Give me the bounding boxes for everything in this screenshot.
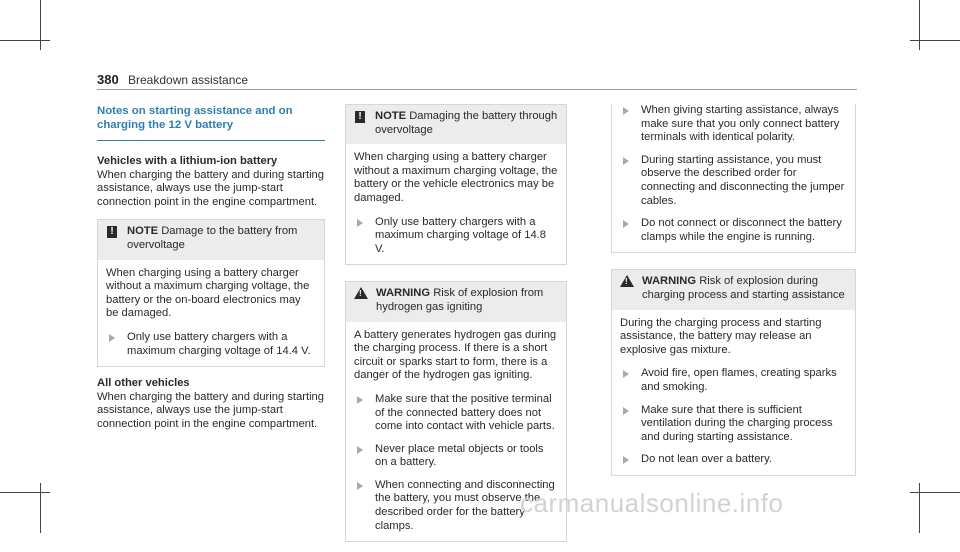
list-item: Only use battery chargers with a maximum charging voltage of 14.4 V. (106, 331, 316, 358)
warning-body (612, 310, 855, 475)
note-label: NOTE (127, 225, 159, 238)
arrow-right-icon (623, 370, 629, 378)
list-item: Never place metal objects or tools on a battery. (354, 443, 558, 470)
header-divider (97, 89, 857, 90)
paragraph-lithium: When charging the battery and during starting assistance, always use the jump-start connection point in the engine compartment. (97, 168, 324, 208)
list-item: During starting assistance, you must observe the described order for connecting and disconnecting the jumper cables. (620, 154, 847, 208)
crop-mark (919, 0, 920, 50)
arrow-right-icon (623, 157, 629, 165)
list-item: Make sure that the positive terminal of the connected battery does not come into contact with vehicle parts. (354, 393, 558, 434)
chapter-title: Breakdown assistance (128, 73, 249, 87)
warning-triangle-icon: ! (620, 275, 634, 287)
arrow-right-icon (623, 407, 629, 415)
list-item: Only use battery chargers with a maximum charging voltage of 14.8 V. (354, 216, 558, 257)
list-item: When connecting and disconnecting the battery, you must observe the described order for the battery clamps. (354, 479, 558, 533)
note-text: When charging using a battery charger without a maximum charging voltage, the battery or the on-board electronics may be damaged. (106, 266, 310, 320)
warning-title: Risk of explosion during charging process and starting assistance (642, 275, 845, 301)
note-text: When charging using a battery charger without a maximum charging voltage, the battery or the vehicle electronics may be damaged. (354, 151, 558, 204)
arrow-right-icon (623, 107, 629, 115)
exclamation-icon: ! (355, 111, 365, 123)
note-title: Damage to the battery from overvoltage (127, 225, 298, 251)
crop-mark (0, 492, 50, 493)
warning-header (612, 270, 855, 309)
list-item: Do not connect or disconnect the battery clamps while the engine is running. (620, 217, 847, 244)
note-header (346, 105, 566, 144)
arrow-right-icon (623, 220, 629, 228)
warning-triangle-icon: ! (354, 287, 368, 299)
arrow-right-icon (357, 219, 363, 227)
note-body (98, 260, 324, 367)
list-item: When giving starting assistance, always make sure that you only connect battery terminals with identical polarity. (620, 104, 847, 145)
warning-box (611, 269, 856, 476)
page-number: 380 (97, 72, 119, 87)
warning-label: WARNING (642, 275, 697, 288)
warning-text: During the charging process and starting assistance, the battery may release an explosive gas mixture. (620, 316, 822, 356)
note-title: Damaging the battery through overvoltage (375, 110, 558, 136)
subheading-other: All other vehicles (97, 377, 190, 390)
arrow-right-icon (109, 334, 115, 342)
crop-mark (919, 483, 920, 533)
crop-mark (910, 492, 960, 493)
list-item: Avoid fire, open flames, creating sparks and smoking. (620, 367, 847, 394)
crop-mark (40, 0, 41, 50)
crop-mark (40, 483, 41, 533)
paragraph-other: When charging the battery and during starting assistance, always use the jump-start connection point in the engine compartment. (97, 390, 324, 430)
column-2 (345, 104, 567, 552)
warning-label: WARNING (376, 287, 431, 300)
arrow-right-icon (357, 396, 363, 404)
column-1 (97, 104, 325, 442)
crop-mark (0, 40, 50, 41)
continued-steps-box (611, 104, 856, 253)
watermark: carmanualsonline.info (520, 488, 784, 518)
warning-title: Risk of explosion from hydrogen gas igniting (376, 287, 544, 313)
arrow-right-icon (357, 482, 363, 490)
subheading-lithium: Vehicles with a lithium-ion battery (97, 155, 278, 167)
warning-text: A battery generates hydrogen gas during the charging process. If there is a short circuit or sparks start to form, there is a danger of the hydrogen gas igniting. (354, 328, 557, 382)
warning-header (346, 282, 566, 321)
arrow-right-icon (623, 456, 629, 464)
note-box (345, 104, 567, 265)
column-3 (611, 104, 856, 486)
list-item: Make sure that there is sufficient ventilation during the charging process and during starting assistance. (620, 404, 847, 445)
list-item: Do not lean over a battery. (620, 453, 847, 467)
note-header (98, 220, 324, 259)
note-box (97, 219, 325, 367)
note-body (346, 144, 566, 264)
section-title: Notes on starting assistance and on charging the 12 V battery (97, 104, 325, 141)
exclamation-icon: ! (107, 226, 117, 238)
note-label: NOTE (375, 110, 407, 122)
crop-mark (910, 40, 960, 41)
arrow-right-icon (357, 446, 363, 454)
